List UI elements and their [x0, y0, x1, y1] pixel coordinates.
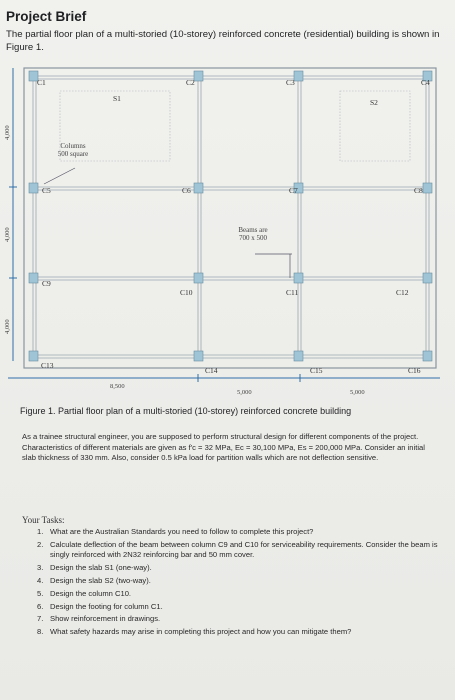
column-size-note: Columns 500 square: [57, 142, 89, 158]
slab-label-s1: S1: [113, 94, 121, 103]
figure-caption: Figure 1. Partial floor plan of a multi-storied (10-storey) reinforced concrete building: [20, 406, 352, 416]
task-item: 1. What are the Australian Standards you need to follow to complete this project?: [37, 527, 314, 536]
column-label-c15: C15: [310, 366, 323, 375]
plan-outline: [24, 68, 436, 368]
vertical-dim-3: 4,000: [4, 319, 11, 334]
horizontal-dim-3: 5,000: [350, 389, 365, 396]
vertical-dim-2: 4,000: [4, 227, 11, 242]
column-label-c9: C9: [42, 279, 51, 288]
task-list: [20, 527, 440, 640]
column-label-c8: C8: [414, 186, 423, 195]
column-label-c3: C3: [286, 78, 295, 87]
task-item: 2. Calculate deflection of the beam between column C9 and C10 for serviceability requirements. Consider the beam is singly reinforced with 2N32 reinforcing bar and 50 mm cover.: [37, 539, 438, 560]
horizontal-dim-2: 5,000: [237, 389, 252, 396]
column-label-c1: C1: [37, 78, 46, 87]
leader-lines: [44, 168, 292, 278]
task-item: 6. Design the footing for column C1.: [37, 601, 163, 611]
column-markers: [29, 71, 432, 361]
column-label-c2: C2: [186, 78, 195, 87]
column-label-c16: C16: [408, 366, 421, 375]
floor-plan-drawing: [0, 56, 455, 386]
page-title: Project Brief: [6, 9, 87, 24]
task-item: 8. What safety hazards may arise in completing this project and how you can mitigate them?: [37, 627, 352, 637]
task-item: 5. Design the column C10.: [37, 588, 132, 598]
intro-text: The partial floor plan of a multi-storied (10-storey) reinforced concrete (residential) building is shown in Figure 1.: [6, 29, 440, 53]
column-label-c11: C11: [286, 288, 299, 297]
column-label-c12: C12: [396, 288, 409, 297]
column-label-c4: C4: [421, 78, 430, 87]
column-label-c10: C10: [180, 288, 193, 297]
column-label-c7: C7: [289, 186, 298, 195]
column-label-c13: C13: [41, 361, 54, 370]
horizontal-dim-1: 8,500: [110, 383, 125, 390]
task-item: 4. Design the slab S2 (two-way).: [37, 575, 151, 585]
vertical-dim-1: 4,000: [4, 125, 11, 140]
slab-label-s2: S2: [370, 98, 378, 107]
tasks-heading: Your Tasks:: [22, 515, 65, 525]
column-label-c14: C14: [205, 366, 218, 375]
project-description: As a trainee structural engineer, you are supposed to perform structural design for different components of the project. Characteristics of different materials are given as f'c = 32 MPa, Ec = 30,100 MPa, Es = 200,000 MPa. Consider an initial slab thickness of 330 mm. Also, consider 0.5 kPa load for partition walls which are not deflection sensitive.: [22, 432, 425, 463]
task-item: 7. Show reinforcement in drawings.: [37, 614, 161, 624]
column-label-c5: C5: [42, 186, 51, 195]
vertical-dimension-line: [9, 68, 17, 361]
task-item: 3. Design the slab S1 (one-way).: [37, 563, 152, 573]
floor-plan-figure: [0, 56, 455, 396]
beam-lines: [30, 71, 430, 361]
beam-size-note: Beams are 700 x 500: [238, 226, 268, 242]
horizontal-dimension-line: [8, 374, 440, 382]
column-label-c6: C6: [182, 186, 191, 195]
